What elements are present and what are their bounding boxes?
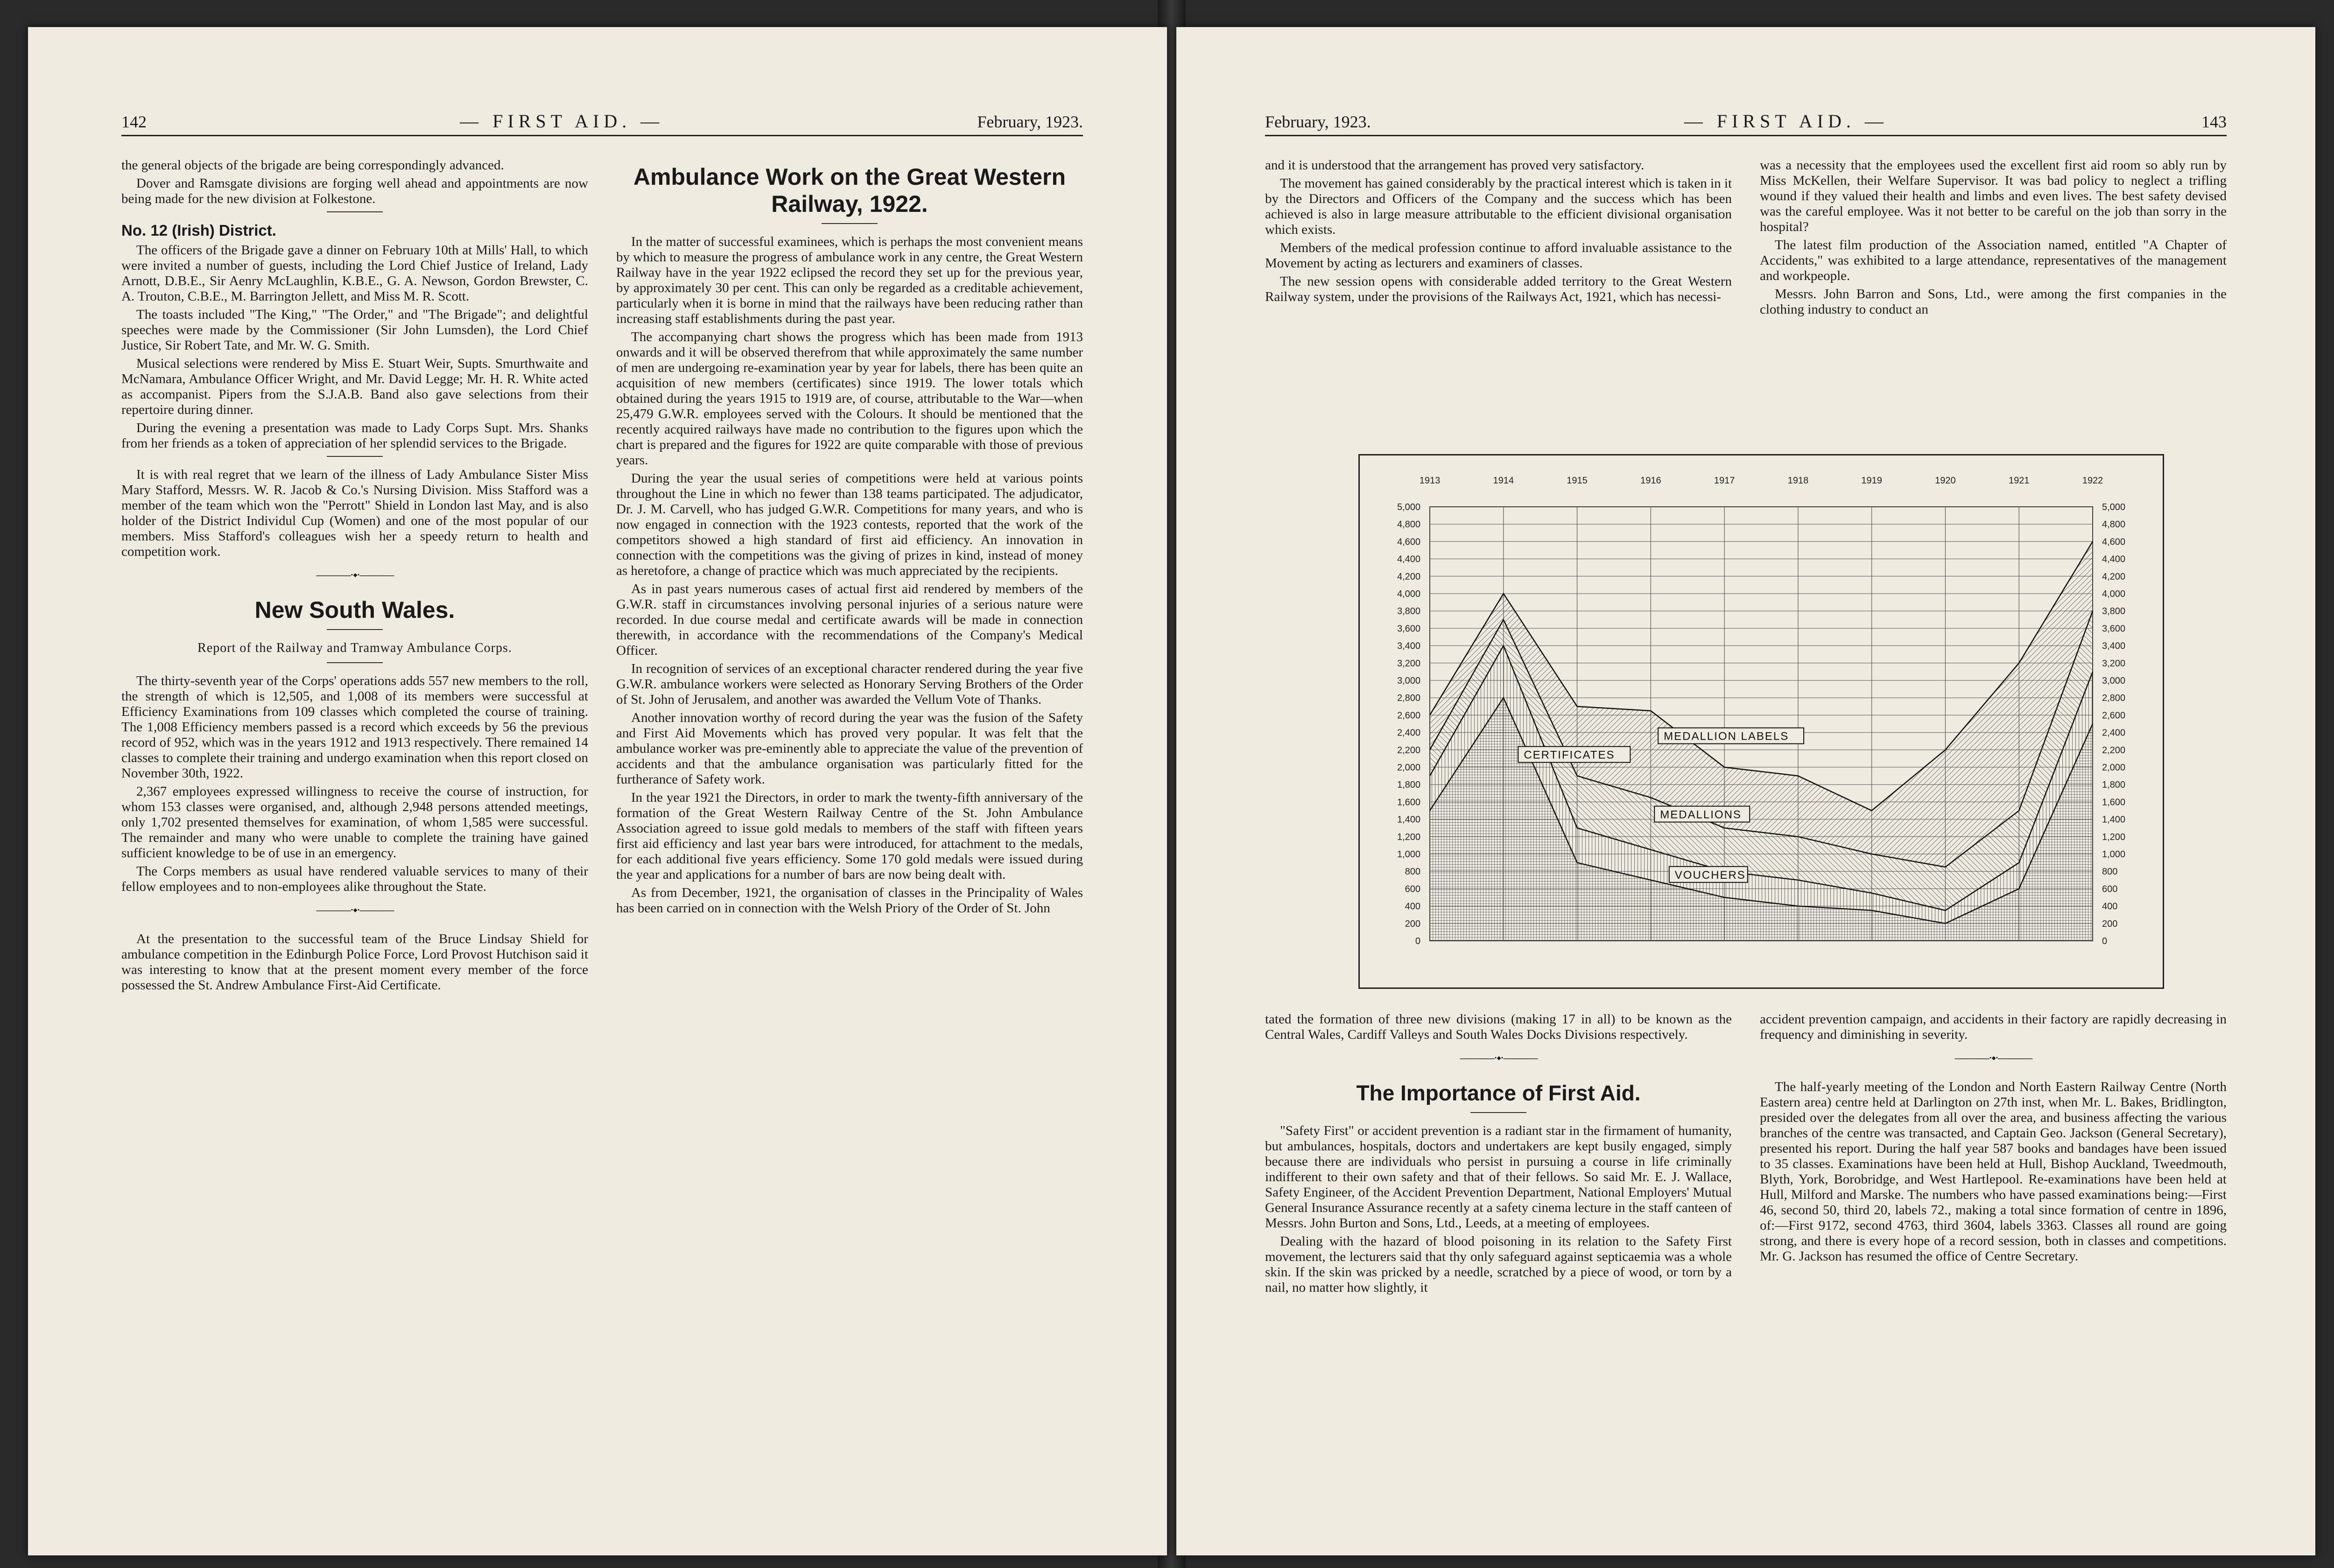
running-title: — FIRST AID. — [1684, 111, 1888, 132]
ornament-divider: ———·⬩·——— [316, 568, 394, 581]
paragraph: In the matter of successful examinees, which is perhaps the most convenient means by which to measure the progress of ambulance work in any centre, the Great Western Railway have in the year 1922 eclipsed the record they set up for the previous year, by approximately 30 per cent. This can only be regarded as a creditable achievement, particularly when it is borne in mind that the railways have been reducing rather than increasing staff establishments during the past year. [616, 234, 1083, 326]
y-tick-label-left: 1,800 [1397, 780, 1420, 791]
ornament-divider: ———·⬩·——— [1954, 1051, 2032, 1064]
issue-date: February, 1923. [977, 112, 1083, 131]
section-heading: No. 12 (Irish) District. [121, 222, 276, 239]
paragraph: The officers of the Brigade gave a dinner on February 10th at Mills' Hall, to which were invited a number of guests, including the Lord Chief Justice of Ireland, Lady Arnott, D.B.E., Sir Aenry McLaughlin, K.B.E., G. A. Newson, Gordon Brewster, C. A. Trouton, C.B.E., M. Barrington Jellett, and Miss M. R. Scott. [121, 243, 588, 304]
y-tick-label-right: 1,400 [2102, 814, 2126, 825]
issue-date: February, 1923. [1265, 112, 1371, 131]
divider [327, 456, 383, 457]
y-tick-label-left: 4,000 [1397, 589, 1420, 599]
y-tick-label-right: 400 [2102, 901, 2118, 912]
page-number: 142 [121, 112, 147, 131]
x-tick-label: 1918 [1787, 476, 1809, 486]
y-tick-label-left: 3,600 [1397, 623, 1420, 634]
page-number: 143 [2201, 112, 2227, 131]
paragraph: was a necessity that the employees used the excellent first aid room so ably run by Miss McKellen, their Welfare Supervisor. It was bad policy to neglect a trifling wound if they valued their health and limbs and even lives. The best safety devised was the careful employee. Was it not better to be careful on the job than sorry in the hospital? [1760, 158, 2227, 234]
y-tick-label-left: 3,000 [1397, 676, 1420, 686]
running-head-right [1265, 110, 2227, 136]
ornament-divider: ———·⬩·——— [1460, 1051, 1537, 1064]
ornament-divider: ———·⬩·——— [316, 903, 394, 917]
y-tick-label-left: 2,000 [1397, 763, 1420, 773]
y-tick-label-left: 400 [1405, 901, 1420, 912]
y-tick-label-right: 4,200 [2102, 571, 2126, 582]
y-tick-label-left: 5,000 [1397, 502, 1420, 512]
y-tick-label-right: 200 [2102, 918, 2118, 929]
y-tick-label-right: 0 [2102, 936, 2108, 946]
divider [327, 662, 383, 663]
paragraph: As in past years numerous cases of actual first aid rendered by members of the G.W.R. staff in circumstances involving personal injuries of a serious nature were recorded. In due course medal and certificate awards will be made in connection therewith, in accordance with the recommendations of the Company's Medical Officer. [616, 581, 1083, 658]
y-tick-label-right: 800 [2102, 867, 2118, 877]
y-tick-label-right: 1,800 [2102, 780, 2126, 791]
paragraph: The toasts included "The King," "The Order," and "The Brigade"; and delightful speeches were made by the Commissioner (Sir John Lumsden), the Lord Chief Justice, Sir Robert Tate, and Mr. W. G. Smith. [121, 307, 588, 353]
paragraph: Members of the medical profession continue to afford invaluable assistance to the Movement by acting as lecturers and examiners of classes. [1265, 240, 1732, 271]
paragraph: In recognition of services of an exceptional character rendered during the year five G.W.R. ambulance workers were selected as Honorary Serving Brothers of the Order of St. John of Jerusalem, and another was awarded the Vellum Vote of Thanks. [616, 661, 1083, 707]
right-column-2-top [1760, 158, 2227, 320]
y-tick-label-left: 1,400 [1397, 814, 1420, 825]
article-subheading: Report of the Railway and Tramway Ambulance Corps. [197, 641, 512, 655]
series-label-vouchers [1669, 867, 1748, 882]
left-column-1 [121, 158, 588, 996]
paragraph: The half-yearly meeting of the London and North Eastern Railway Centre (North Eastern area) centre held at Darlington on 27th inst, when Mr. L. Bakes, Bridlington, presided over the delegates from all over the area, and business affecting the various branches of the centre was transacted, and Captain Geo. Jackson (General Secretary), presented his report. During the half year 587 books and bandages have been issued to 35 classes. Examinations have been held at Hull, Bishop Auckland, Tweedmouth, Blyth, York, Borobridge, and West Hartlepool. Re-examinations have been held at Hull, Milford and Marske. The numbers who have passed examinations being:—First 46, second 50, third 20, labels 72., making a total since formation of centre in 1896, of:—First 9172, second 4763, third 3604, labels 3363. Classes all round are going strong, and there is every hope of a record session, both in classes and competitions. Mr. G. Jackson has resumed the office of Centre Secretary. [1760, 1079, 2227, 1264]
y-tick-label-left: 0 [1415, 936, 1420, 946]
right-page [1176, 27, 2315, 1555]
y-tick-label-left: 1,600 [1397, 797, 1420, 808]
paragraph: Dover and Ramsgate divisions are forging well ahead and appointments are now being made for the new division at Folkestone. [121, 176, 588, 206]
paragraph: In the year 1921 the Directors, in order to mark the twenty-fifth anniversary of the formation of the Great Western Railway Centre of the St. John Ambulance Association agreed to issue gold medals to members of the staff with fifteen years first aid efficiency and last year bars were introduced, for attachment to the medals, for each additional five years efficiency. Some 170 gold medals were issued during the year and applications for a number of bars are now being dealt with. [616, 790, 1083, 882]
paragraph: Dealing with the hazard of blood poisoning in its relation to the Safety First movement, the lecturers said that thy only safeguard against septicaemia was a whole skin. If the skin was pricked by a needle, scratched by a piece of wood, or torn by a nail, no matter how slightly, it [1265, 1234, 1732, 1295]
paragraph: The thirty-seventh year of the Corps' operations adds 557 new members to the roll, the strength of which is 12,505, and 1,008 of its members were successful at Efficiency Examinations from 109 classes which completed the course of training. The 1,008 Efficiency members passed is a record which exceeds by 56 the previous record of 952, which was in the years 1912 and 1913 respectively. There remained 14 classes to complete their training and undergo examination when this report closed on November 30th, 1922. [121, 673, 588, 781]
y-tick-label-left: 1,000 [1397, 849, 1420, 860]
x-tick-label: 1913 [1419, 476, 1441, 486]
y-tick-label-right: 1,600 [2102, 797, 2126, 808]
y-tick-label-right: 2,400 [2102, 728, 2126, 738]
y-tick-label-left: 4,200 [1397, 571, 1420, 582]
paragraph: It is with real regret that we learn of the illness of Lady Ambulance Sister Miss Mary Stafford, Messrs. W. R. Jacob & Co.'s Nursing Division. Miss Stafford was a member of the team which won the "Perrott" Shield in London last May, and is also holder of the District Individul Cup (Women) and one of the most popular of our members. Miss Stafford's colleagues wish her a speedy return to health and competition work. [121, 467, 588, 559]
y-tick-label-right: 3,000 [2102, 676, 2126, 686]
y-tick-label-left: 3,400 [1397, 641, 1420, 651]
y-tick-label-left: 2,800 [1397, 693, 1420, 704]
article-heading: The Importance of First Aid. [1356, 1081, 1641, 1105]
y-tick-label-right: 4,000 [2102, 589, 2126, 599]
x-tick-label: 1919 [1861, 476, 1882, 486]
paragraph: tated the formation of three new divisions (making 17 in all) to be known as the Central Wales, Cardiff Valleys and South Wales Docks Divisions respectively. [1265, 1012, 1732, 1042]
paragraph: Another innovation worthy of record during the year was the fusion of the Safety and First Aid Movements which has proved very popular. It was felt that the ambulance worker was pre-eminently able to appreciate the value of the prevention of accidents and that the ambulance organisation was particularly fitted for the furtherance of Safety work. [616, 710, 1083, 787]
paragraph: Musical selections were rendered by Miss E. Stuart Weir, Supts. Smurthwaite and McNamara, Ambulance Officer Wright, and Mr. David Legge; Mr. H. R. White acted as accompanist. Pipers from the S.J.A.B. Band also gave selections from their repertoire during dinner. [121, 356, 588, 417]
paragraph: The accompanying chart shows the progress which has been made from 1913 onwards and it will be observed therefrom that while approximately the same number of men are undergoing re-examination year by year for labels, there has been quite an acquisition of new members (certificates) since 1919. The lower totals which obtained during the years 1915 to 1919 are, of course, attributable to the War—when 25,479 G.W.R. employees served with the Colours. It should be mentioned that the recently acquired railways have made no contribution to the figures upon which the chart is prepared and the figures for 1922 are quite comparable with those of previous years. [616, 329, 1083, 468]
svg-text:MEDALLION LABELS: MEDALLION LABELS [1664, 730, 1789, 743]
x-tick-label: 1922 [2082, 476, 2103, 486]
y-tick-label-right: 4,600 [2102, 537, 2126, 547]
chart-svg [1360, 455, 2163, 987]
y-tick-label-right: 4,800 [2102, 519, 2126, 530]
y-tick-label-right: 2,000 [2102, 763, 2126, 773]
x-tick-label: 1914 [1493, 476, 1514, 486]
right-column-1-bottom [1265, 1012, 1732, 1298]
x-tick-label: 1920 [1935, 476, 1956, 486]
y-tick-label-right: 600 [2102, 884, 2118, 895]
right-column-2-bottom [1760, 1012, 2227, 1267]
divider [327, 629, 383, 630]
left-page [28, 27, 1167, 1555]
left-column-2 [616, 158, 1083, 919]
paragraph: 2,367 employees expressed willingness to receive the course of instruction, for whom 153 classes were organised, and, although 2,948 persons attended meetings, only 1,702 presented themselves for examination, of whom 1,585 were successful. The remainder and many who were unable to complete the training have gained sufficient knowledge to be of use in an emergency. [121, 784, 588, 861]
paragraph: and it is understood that the arrangement has proved very satisfactory. [1265, 158, 1645, 173]
svg-text:MEDALLIONS: MEDALLIONS [1660, 808, 1742, 821]
paragraph: accident prevention campaign, and accidents in their factory are rapidly decreasing in frequency and diminishing in severity. [1760, 1012, 2227, 1042]
paragraph: At the presentation to the successful team of the Bruce Lindsay Shield for ambulance competition in the Edinburgh Police Force, Lord Provost Hutchison said it was interesting to know that at the present moment every member of the force possessed the St. Andrew Ambulance First-Aid Certificate. [121, 931, 588, 993]
y-tick-label-left: 2,200 [1397, 745, 1420, 756]
divider [1470, 1112, 1526, 1113]
y-tick-label-right: 4,400 [2102, 554, 2126, 565]
x-tick-label: 1916 [1640, 476, 1661, 486]
running-head-left [121, 110, 1083, 136]
y-tick-label-right: 1,200 [2102, 832, 2126, 842]
series-label-medallions [1654, 806, 1750, 822]
y-tick-label-left: 3,200 [1397, 658, 1420, 669]
y-tick-label-left: 3,800 [1397, 606, 1420, 617]
paragraph: The movement has gained considerably by the practical interest which is taken in it by the Directors and Officers of the Company and the success which has been achieved is also in large measure attributable to the efficient divisional organisation which exists. [1265, 176, 1732, 237]
article-heading: Ambulance Work on the Great Western Railway, 1922. [633, 164, 1066, 217]
progress-chart [1358, 454, 2164, 989]
running-title: — FIRST AID. — [460, 111, 664, 132]
y-tick-label-right: 3,200 [2102, 658, 2126, 669]
y-tick-label-left: 800 [1405, 867, 1420, 877]
paragraph: During the year the usual series of competitions were held at various points throughout the Line in which no fewer than 138 teams participated. The adjudicator, Dr. J. M. Carvell, who has judged G.W.R. Competitions for many years, and who is now engaged in connection with the 1923 contests, reported that the work of the competitors showed a high standard of first aid efficiency. An innovation in connection with the competitions was the giving of prizes in kind, instead of money as heretofore, a change of practice which was much appreciated by the recipients. [616, 471, 1083, 578]
y-tick-label-left: 4,800 [1397, 519, 1420, 530]
y-tick-label-right: 2,600 [2102, 710, 2126, 721]
y-tick-label-left: 200 [1405, 918, 1420, 929]
paragraph: "Safety First" or accident prevention is a radiant star in the firmament of humanity, but ambulances, hospitals, doctors and undertakers are kept busily engaged, simply because there are individuals who persist in pursuing a course in life criminally indifferent to their own safety and that of their fellows. So said Mr. E. J. Wallace, Safety Engineer, of the Accident Prevention Department, National Employers' Mutual General Insurance Assurance recently at a safety cinema lecture in the staff canteen of Messrs. John Burton and Sons, Ltd., Leeds, at a meeting of employees. [1265, 1123, 1732, 1231]
paragraph: During the evening a presentation was made to Lady Corps Supt. Mrs. Shanks from her friends as a token of appreciation of her splendid services to the Brigade. [121, 420, 588, 451]
series-label-certificates [1518, 747, 1630, 763]
y-tick-label-left: 2,400 [1397, 728, 1420, 738]
y-tick-label-right: 3,600 [2102, 623, 2126, 634]
y-tick-label-left: 4,400 [1397, 554, 1420, 565]
svg-text:VOUCHERS: VOUCHERS [1674, 868, 1746, 882]
x-tick-label: 1917 [1714, 476, 1735, 486]
paragraph: The Corps members as usual have rendered valuable services to many of their fellow employees and to non-employees alike throughout the State. [121, 864, 588, 894]
right-column-1-top [1265, 158, 1732, 308]
paragraph: The new session opens with considerable added territory to the Great Western Railway system, under the provisions of the Railways Act, 1921, which has necessi- [1265, 274, 1732, 304]
y-tick-label-right: 1,000 [2102, 849, 2126, 860]
paragraph: the general objects of the brigade are being correspondingly advanced. [121, 158, 504, 173]
x-tick-label: 1915 [1567, 476, 1588, 486]
divider [822, 223, 878, 224]
paragraph: The latest film production of the Association named, entitled "A Chapter of Accidents," was exhibited to a large attendance, representatives of the management and workpeople. [1760, 238, 2227, 283]
svg-text:CERTIFICATES: CERTIFICATES [1524, 749, 1615, 762]
series-label-medallion-labels [1658, 728, 1804, 744]
paragraph: As from December, 1921, the organisation of classes in the Principality of Wales has been carried on in connection with the Welsh Priory of the Order of St. John [616, 885, 1083, 916]
y-tick-label-right: 3,800 [2102, 606, 2126, 617]
article-heading: New South Wales. [254, 597, 455, 623]
y-tick-label-left: 4,600 [1397, 537, 1420, 547]
divider [327, 211, 383, 212]
y-tick-label-right: 2,800 [2102, 693, 2126, 704]
y-tick-label-left: 1,200 [1397, 832, 1420, 842]
y-tick-label-left: 600 [1405, 884, 1420, 895]
y-tick-label-right: 3,400 [2102, 641, 2126, 651]
paragraph: Messrs. John Barron and Sons, Ltd., were among the first companies in the clothing industry to conduct an [1760, 287, 2227, 317]
y-tick-label-right: 5,000 [2102, 502, 2126, 512]
y-tick-label-right: 2,200 [2102, 745, 2126, 756]
x-tick-label: 1921 [2008, 476, 2030, 486]
y-tick-label-left: 2,600 [1397, 710, 1420, 721]
